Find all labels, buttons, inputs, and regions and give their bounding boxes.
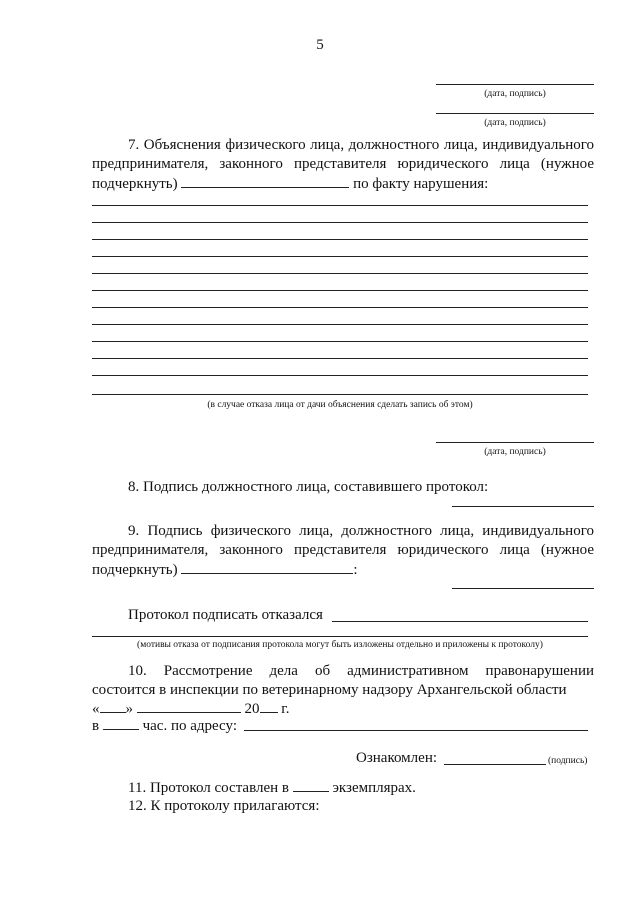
explanation-line[interactable] [92,205,588,206]
refused-reason-line[interactable] [92,636,588,637]
hours-field[interactable] [103,716,139,730]
explanation-line[interactable] [92,290,588,291]
section-7-person-field[interactable] [181,174,349,188]
signature-line-2[interactable] [436,113,594,114]
explanation-line[interactable] [92,375,588,376]
acquainted-label: Ознакомлен: [356,750,438,766]
section-9-line-3 [92,560,358,580]
section-10-line-2: состоится в инспекции по ветеринарному надзору Архангельской области [92,682,567,698]
section-11-suffix: экземплярах. [332,780,416,796]
date-close-quote: » [125,701,133,717]
section-12-text: 12. К протоколу прилагаются: [128,798,320,814]
year-field[interactable] [260,699,278,713]
section-9-signature-line[interactable] [452,588,594,589]
section-8-text: 8. Подпись должностного лица, составившего протокол: [128,479,489,495]
section-11-line [128,778,416,798]
page-number: 5 [316,37,324,53]
section-11-prefix: 11. Протокол составлен в [128,780,289,796]
section-7-line-2: предпринимателя, законного представителя юридического лица (нужное [92,156,594,172]
explanation-line[interactable] [92,222,588,223]
year-suffix: г. [281,701,290,717]
month-field[interactable] [137,699,241,713]
address-field-line[interactable] [244,730,588,731]
section-8-signature-line[interactable] [452,506,594,507]
explanation-line[interactable] [92,256,588,257]
refused-label: Протокол подписать отказался [128,607,323,623]
hours-address-label: час. по адресу: [142,718,237,734]
section-10-line-1: 10. Рассмотрение дела об административном правонарушении [128,663,594,679]
explanation-note: (в случае отказа лица от дачи объяснения сделать запись об этом) [207,400,473,410]
section-10-address-line [92,716,237,736]
acquainted-caption: (подпись) [548,756,588,766]
explanation-line[interactable] [92,239,588,240]
section-9-line-2: предпринимателя, законного представителя юридического лица (нужное [92,542,594,558]
copies-field[interactable] [293,778,329,792]
section-7-underline-hint: подчеркнуть) [92,176,178,192]
signature-caption-1: (дата, подпись) [484,89,546,99]
section-7-signature-line[interactable] [436,442,594,443]
explanation-line[interactable] [92,324,588,325]
in-word: в [92,718,100,734]
explanation-line[interactable] [92,358,588,359]
year-prefix: 20 [244,701,260,717]
section-7-line-3 [92,174,488,194]
date-open-quote: « [92,701,100,717]
section-7-violation-text: по факту нарушения: [353,176,489,192]
section-9-line-1: 9. Подпись физического лица, должностного лица, индивидуального [128,523,594,539]
explanation-line[interactable] [92,394,588,395]
section-7-line-1: 7. Объяснения физического лица, должностного лица, индивидуального [128,137,594,153]
refused-note: (мотивы отказа от подписания протокола могут быть изложены отдельно и приложены к протоколу) [137,640,543,650]
signature-line-1[interactable] [436,84,594,85]
section-9-colon: : [353,562,358,578]
acquainted-signature-line[interactable] [444,764,546,765]
section-9-underline-hint: подчеркнуть) [92,562,178,578]
explanation-line[interactable] [92,341,588,342]
explanation-line[interactable] [92,273,588,274]
explanation-line[interactable] [92,307,588,308]
refused-field-line[interactable] [332,621,588,622]
signature-caption-2: (дата, подпись) [484,118,546,128]
section-9-person-field[interactable] [181,560,353,574]
day-field[interactable] [100,699,126,713]
section-7-signature-caption: (дата, подпись) [484,447,546,457]
